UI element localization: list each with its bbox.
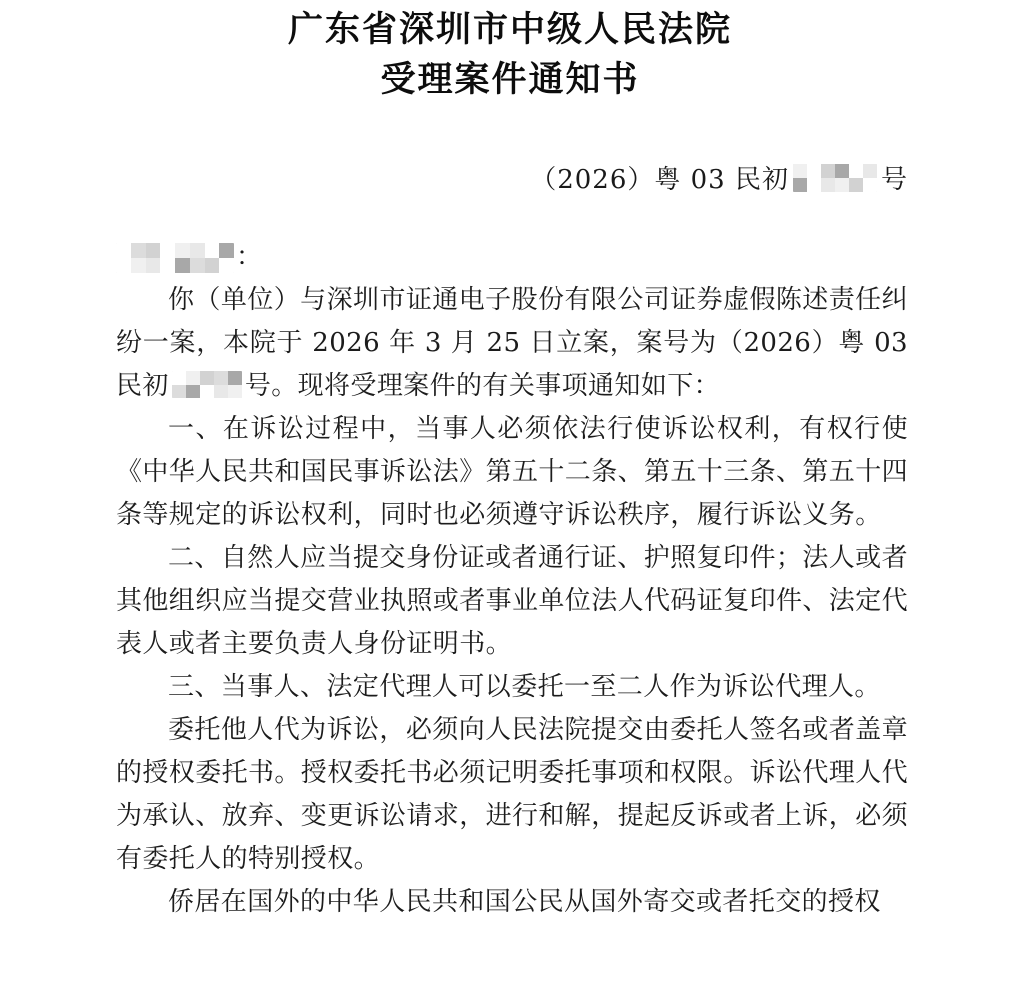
redaction-cell xyxy=(793,178,808,192)
redaction-cell xyxy=(793,164,808,178)
paragraph-intro xyxy=(116,279,908,408)
redaction-cell xyxy=(807,164,822,178)
addressee-colon: ： xyxy=(236,242,263,272)
redaction-cell xyxy=(190,243,205,258)
redaction-cell xyxy=(160,243,175,258)
redaction-cell xyxy=(186,385,201,399)
paragraph-intro-part-b: 号。现将受理案件的有关事项通知如下： xyxy=(244,371,721,401)
paragraph-intro-part-a: 你（单位）与深圳市证通电子股份有限公司证券虚假陈述责任纠纷一案，本院于 2026 年 3 月 25 日立案，案号为（2026）粤 03 民初 xyxy=(116,285,908,401)
court-name-title: 广东省深圳市中级人民法院 xyxy=(287,9,732,50)
case-number-prefix: （2026）粤 03 民初 xyxy=(530,165,789,195)
case-number-suffix: 号 xyxy=(880,165,908,195)
redaction-cell xyxy=(205,258,220,273)
redaction-cell xyxy=(190,258,205,273)
document-type-title: 受理案件通知书 xyxy=(380,59,640,100)
document-title-block xyxy=(0,0,1020,104)
redaction-cell xyxy=(116,243,131,258)
addressee-name-redaction xyxy=(116,243,234,273)
redaction-cell xyxy=(146,258,161,273)
inline-case-number-redaction xyxy=(172,371,242,398)
addressee-line xyxy=(116,236,908,279)
document-body xyxy=(0,236,1020,924)
redaction-cell xyxy=(219,258,234,273)
case-number-line xyxy=(0,160,1020,200)
redaction-cell xyxy=(186,371,201,385)
redaction-cell xyxy=(116,258,131,273)
paragraph-item-3: 三、当事人、法定代理人可以委托一至二人作为诉讼代理人。 xyxy=(168,672,881,702)
redaction-cell xyxy=(807,178,822,192)
redaction-cell xyxy=(200,385,215,399)
redaction-cell xyxy=(219,243,234,258)
paragraph-item-3-sub: 委托他人代为诉讼，必须向人民法院提交由委托人签名或者盖章的授权委托书。授权委托书必须记明委托事项和权限。诉讼代理人代为承认、放弃、变更诉讼请求，进行和解，提起反诉或者上诉，必须有委托人的特别授权。 xyxy=(116,715,909,874)
paragraph-item-1: 一、在诉讼过程中，当事人必须依法行使诉讼权利，有权行使《中华人民共和国民事诉讼法》第五十二条、第五十三条、第五十四条等规定的诉讼权利，同时也必须遵守诉讼秩序，履行诉讼义务。 xyxy=(116,414,909,530)
redaction-cell xyxy=(863,164,877,178)
redaction-cell xyxy=(205,243,220,258)
redaction-cell xyxy=(228,385,242,399)
redaction-cell xyxy=(131,258,146,273)
redaction-cell xyxy=(849,178,864,192)
redaction-cell xyxy=(863,178,877,192)
case-number-redaction xyxy=(793,164,877,192)
paragraph-item-3-sub-2: 侨居在国外的中华人民共和国公民从国外寄交或者托交的授权 xyxy=(168,887,881,917)
redaction-cell xyxy=(172,371,187,385)
redaction-cell xyxy=(214,385,229,399)
redaction-cell xyxy=(200,371,215,385)
redaction-cell xyxy=(175,258,190,273)
redaction-cell xyxy=(146,243,161,258)
paragraph-item-2: 二、自然人应当提交身份证或者通行证、护照复印件；法人或者其他组织应当提交营业执照或者事业单位法人代码证复印件、法定代表人或者主要负责人身份证明书。 xyxy=(116,543,909,659)
redaction-cell xyxy=(835,178,850,192)
redaction-cell xyxy=(821,178,836,192)
redaction-cell xyxy=(131,243,146,258)
redaction-cell xyxy=(160,258,175,273)
redaction-cell xyxy=(849,164,864,178)
redaction-cell xyxy=(175,243,190,258)
redaction-cell xyxy=(821,164,836,178)
redaction-cell xyxy=(214,371,229,385)
redaction-cell xyxy=(228,371,242,385)
redaction-cell xyxy=(835,164,850,178)
redaction-cell xyxy=(172,385,187,399)
